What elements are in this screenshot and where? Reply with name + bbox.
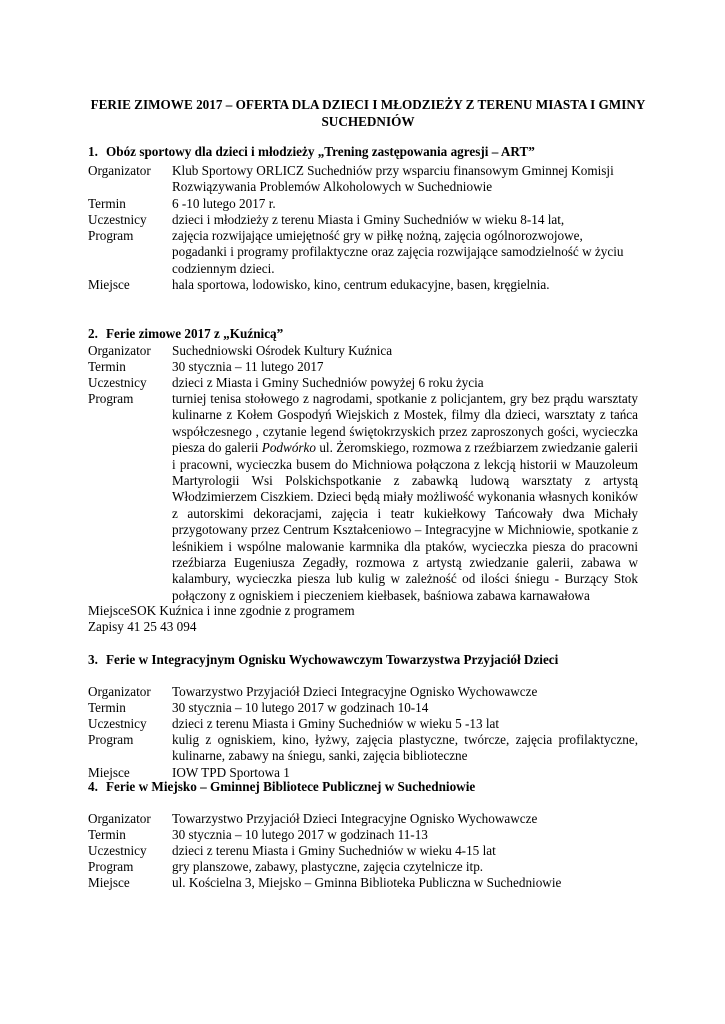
row-value: Suchedniowski Ośrodek Kultury Kuźnica (172, 343, 393, 358)
row-label: Program (88, 859, 134, 874)
row-label: Organizator (88, 684, 151, 699)
row-value: 30 stycznia – 11 lutego 2017 (172, 359, 324, 374)
program-text: turniej tenisa stołowego z nagrodami, spotkanie z policjantem, gry bez prądu warsztaty kulinarne z Kołem Gospodyń Wiejskich z Mostek, filmy dla dzieci, warsztaty z tańca współczesnego , czytanie legend świętokrzyskich przez zaproszonych gości, wycieczka piesza do galerii (172, 391, 638, 456)
row-value: dzieci z terenu Miasta i Gminy Suchedniów w wieku 4-15 lat (172, 843, 496, 858)
row-value: ul. Kościelna 3, Miejsko – Gminna Biblioteka Publiczna w Suchedniowie (172, 875, 562, 890)
row-value: 30 stycznia – 10 lutego 2017 w godzinach 10-14 (172, 700, 429, 715)
row-value: dzieci z Miasta i Gminy Suchedniów powyżej 6 roku życia (172, 375, 484, 390)
row-label: Uczestnicy (88, 716, 147, 731)
row-label: Organizator (88, 811, 151, 826)
section-3-heading (88, 652, 688, 668)
row-value: Towarzystwo Przyjaciół Dzieci Integracyjne Ognisko Wychowawcze (172, 684, 538, 699)
row-value: 6 -10 lutego 2017 r. (172, 196, 276, 211)
section-4-heading (88, 779, 688, 795)
row-value: Klub Sportowy ORLICZ Suchedniów przy wsparciu finansowym Gminnej Komisji Rozwiązywania Problemów Alkoholowych w Suchedniowie (172, 163, 614, 195)
row-value: 30 stycznia – 10 lutego 2017 w godzinach 11-13 (172, 827, 428, 842)
section-title: Ferie w Integracyjnym Ognisku Wychowawczym Towarzystwa Przyjaciół Dzieci (106, 652, 559, 667)
gallery-name: Podwórko (261, 440, 316, 456)
row-label: Uczestnicy (88, 375, 147, 390)
row-label: Uczestnicy (88, 843, 147, 858)
row-label: Uczestnicy (88, 212, 147, 227)
row-value: dzieci z terenu Miasta i Gminy Suchedniów w wieku 5 -13 lat (172, 716, 500, 731)
row-value: kulig z ogniskiem, kino, łyżwy, zajęcia plastyczne, twórcze, zajęcia profilaktyczne, kulinarne, zabawy na śniegu, sanki, zajęcia biblioteczne (172, 732, 638, 764)
row-label: Program (88, 391, 134, 406)
row-value: IOW TPD Sportowa 1 (172, 765, 290, 780)
row-label: Termin (88, 827, 126, 842)
section-title: Ferie w Miejsko – Gminnej Bibliotece Publicznej w Suchedniowie (106, 779, 476, 794)
row-label: Miejsce (88, 765, 130, 780)
row-label: Miejsce (88, 277, 130, 292)
section-number: 3. (88, 652, 98, 667)
row-value: hala sportowa, lodowisko, kino, centrum edukacyjne, basen, kręgielnia. (172, 277, 550, 292)
row-label: Organizator (88, 343, 151, 358)
program-text: ul. Żeromskiego, rozmowa z rzeźbiarzem zwiedzanie galerii i pracowni, wycieczka busem do Michniowa połączona z lekcją historii w Mauzoleum Martyrologii Wsi Polskichspotkanie z zabawką ludową warsztaty z artystą Włodzimierzem Ciszkiem. Dzieci będą miały możliwość wykonania własnych koników z autorskimi dekoracjami, zajęcia i teatr kukiełkowy Tańcowały dwa Michały przygotowany przez Centrum Kształceniowo – Integracyjne w Michniowie, spotkanie z leśnikiem i wspólne malowanie karmnika dla ptaków, wycieczka piesza do pracowni rzeźbiarza Eugeniusza Zegadły, rozmowa z artystą zwiedzanie galerii, zabawa w kalambury, wycieczka piesza lub kulig w zależność od ilości śniegu - Burzący Stok połączony z ogniskiem i pieczeniem kiełbasek, baśniowa zabawa karnawałowa (172, 440, 638, 603)
row-value: dzieci i młodzieży z terenu Miasta i Gminy Suchedniów w wieku 8-14 lat, (172, 212, 565, 227)
section-1-heading (88, 144, 688, 160)
section-2-heading (88, 326, 688, 342)
row-label: Program (88, 228, 134, 243)
row-value: gry planszowe, zabawy, plastyczne, zajęcia czytelnicze itp. (172, 859, 484, 874)
row-label: Termin (88, 700, 126, 715)
place-line: MiejsceSOK Kuźnica i inne zgodnie z programem (88, 603, 355, 618)
row-label: Organizator (88, 163, 151, 178)
row-value: Towarzystwo Przyjaciół Dzieci Integracyjne Ognisko Wychowawcze (172, 811, 538, 826)
section-title: Ferie zimowe 2017 z „Kuźnicą” (106, 326, 284, 341)
row-label: Miejsce (88, 875, 130, 890)
program-paragraph (172, 391, 638, 604)
section-number: 4. (88, 779, 98, 794)
section-number: 2. (88, 326, 98, 341)
section-title: Obóz sportowy dla dzieci i młodzieży „Trening zastępowania agresji – ART” (106, 144, 535, 159)
row-value: zajęcia rozwijające umiejętność gry w piłkę nożną, zajęcia ogólnorozwojowe, pogadanki i programy profilaktyczne oraz zajęcia rozwijające samodzielność w życiu codziennym dzieci. (172, 228, 624, 276)
contact-line: Zapisy 41 25 43 094 (88, 619, 197, 634)
row-label: Termin (88, 359, 126, 374)
row-label: Program (88, 732, 134, 747)
section-number: 1. (88, 144, 98, 159)
document-title: FERIE ZIMOWE 2017 – OFERTA DLA DZIECI I MŁODZIEŻY Z TERENU MIASTA I GMINY SUCHEDNIÓW (90, 97, 646, 129)
row-label: Termin (88, 196, 126, 211)
